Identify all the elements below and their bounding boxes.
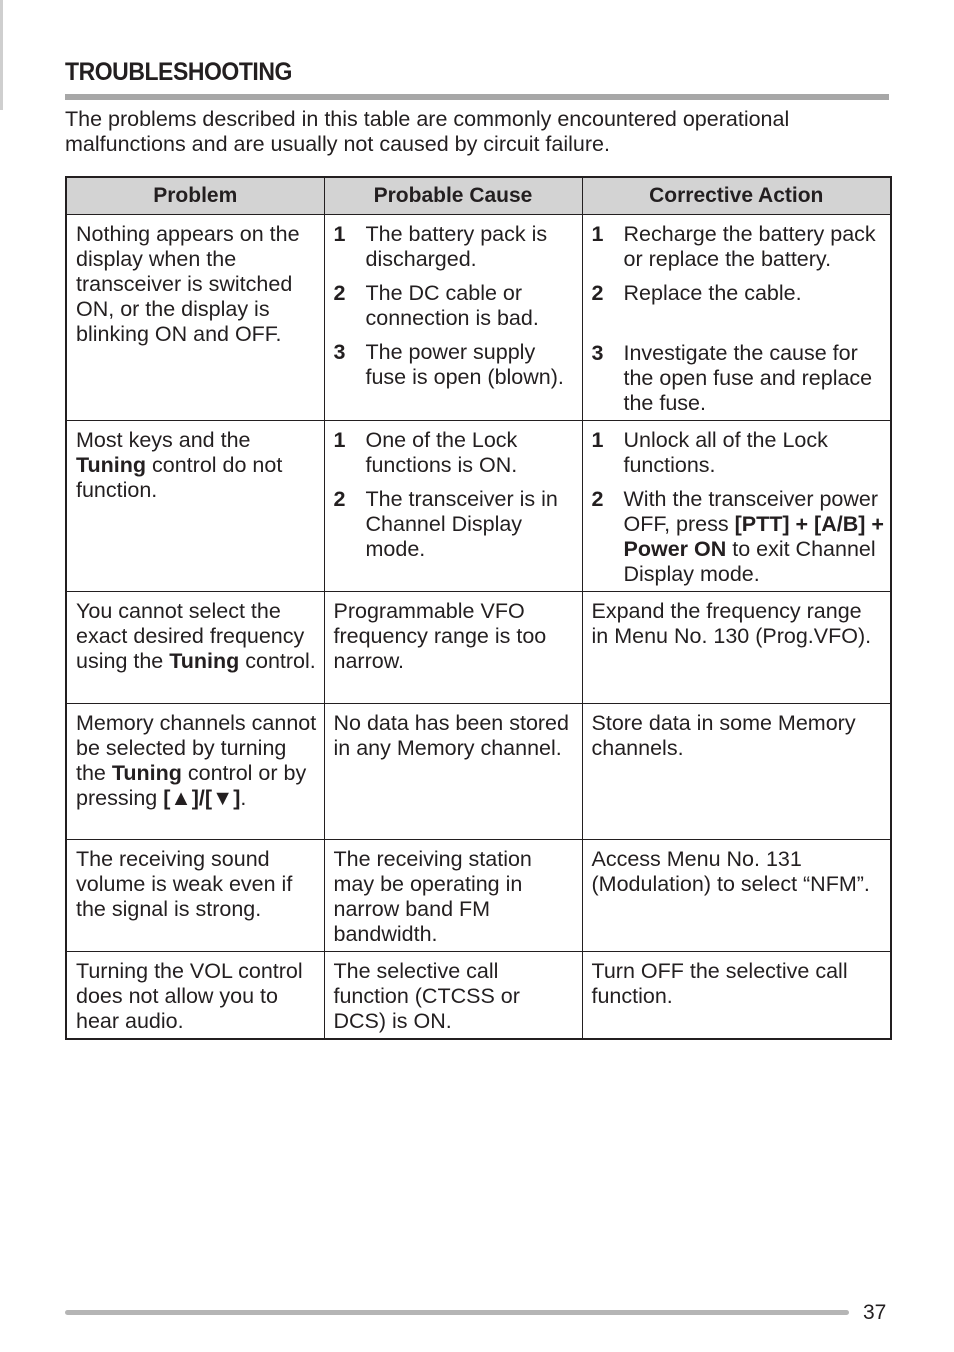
header-probable-cause: Probable Cause bbox=[324, 177, 582, 215]
table-row bbox=[66, 840, 891, 952]
action-step bbox=[592, 222, 885, 272]
intro-paragraph: The problems described in this table are commonly encountered operational malfunctions and are usually not caused by circuit failure. bbox=[65, 107, 790, 156]
cause-cell: Programmable VFO frequency range is too narrow. bbox=[324, 592, 582, 704]
cause-cell bbox=[324, 215, 582, 421]
header-corrective-action: Corrective Action bbox=[582, 177, 891, 215]
table-row bbox=[66, 704, 891, 840]
step-number: 3 bbox=[333, 340, 346, 364]
step-text: The battery pack is discharged. bbox=[365, 222, 548, 271]
cause-step bbox=[334, 487, 576, 562]
action-cell: Access Menu No. 131 (Modulation) to select “NFM”. bbox=[582, 840, 891, 952]
action-cell: Expand the frequency range in Menu No. 130 (Prog.VFO). bbox=[582, 592, 891, 704]
step-number: 3 bbox=[591, 341, 604, 365]
problem-cell: The receiving sound volume is weak even if the signal is strong. bbox=[66, 840, 324, 952]
step-text: The power supply fuse is open (blown). bbox=[365, 340, 564, 389]
action-step bbox=[592, 341, 885, 416]
step-number: 2 bbox=[591, 281, 604, 305]
action-step bbox=[592, 281, 885, 306]
cause-cell: The receiving station may be operating in narrow band FM bandwidth. bbox=[324, 840, 582, 952]
action-cell bbox=[582, 215, 891, 421]
table-row bbox=[66, 421, 891, 592]
tuning-control-label: Tuning bbox=[76, 453, 147, 477]
step-text: With the transceiver power OFF, press [PTT] + [A/B] + Power ON to exit Channel Display mode. bbox=[623, 487, 884, 586]
step-number: 2 bbox=[333, 281, 346, 305]
cause-step bbox=[334, 428, 576, 478]
troubleshooting-table bbox=[65, 176, 892, 1040]
step-text: Recharge the battery pack or replace the battery. bbox=[623, 222, 876, 271]
step-text: One of the Lock functions is ON. bbox=[365, 428, 518, 477]
footer-rule bbox=[65, 1310, 849, 1315]
step-text: Investigate the cause for the open fuse and replace the fuse. bbox=[623, 341, 873, 415]
step-number: 2 bbox=[591, 487, 604, 511]
table-header-row bbox=[66, 177, 891, 215]
page-edge bbox=[0, 0, 3, 110]
table-row bbox=[66, 952, 891, 1040]
step-text: The DC cable or connection is bad. bbox=[365, 281, 539, 330]
step-text: Replace the cable. bbox=[623, 281, 802, 305]
page-number: 37 bbox=[863, 1301, 887, 1324]
title-rule bbox=[65, 94, 889, 100]
step-number: 1 bbox=[591, 428, 604, 452]
cause-cell: No data has been stored in any Memory channel. bbox=[324, 704, 582, 840]
action-cell: Turn OFF the selective call function. bbox=[582, 952, 891, 1040]
step-number: 1 bbox=[333, 222, 346, 246]
problem-cell: Nothing appears on the display when the transceiver is switched ON, or the display is blinking ON and OFF. bbox=[66, 215, 324, 421]
problem-cell: Turning the VOL control does not allow you to hear audio. bbox=[66, 952, 324, 1040]
action-step bbox=[592, 487, 885, 587]
cause-step bbox=[334, 222, 576, 272]
step-number: 2 bbox=[333, 487, 346, 511]
action-step bbox=[592, 428, 885, 478]
step-number: 1 bbox=[333, 428, 346, 452]
page-title: TROUBLESHOOTING bbox=[65, 58, 292, 86]
table-row bbox=[66, 592, 891, 704]
tuning-control-label: Tuning bbox=[169, 649, 240, 673]
problem-cell: Memory channels cannot be selected by turning the Tuning control or by pressing [▲]/[▼]. bbox=[66, 704, 324, 840]
key-combination: [PTT] + [A/B] + Power ON bbox=[623, 512, 884, 561]
up-down-keys: [▲]/[▼] bbox=[163, 786, 241, 810]
action-cell bbox=[582, 421, 891, 592]
table-row bbox=[66, 215, 891, 421]
header-problem: Problem bbox=[66, 177, 324, 215]
tuning-control-label: Tuning bbox=[111, 761, 182, 785]
step-text: Unlock all of the Lock functions. bbox=[623, 428, 828, 477]
action-cell: Store data in some Memory channels. bbox=[582, 704, 891, 840]
problem-cell: You cannot select the exact desired frequency using the Tuning control. bbox=[66, 592, 324, 704]
cause-cell: The selective call function (CTCSS or DCS) is ON. bbox=[324, 952, 582, 1040]
cause-step bbox=[334, 340, 576, 390]
cause-step bbox=[334, 281, 576, 331]
problem-cell: Most keys and the Tuning control do not function. bbox=[66, 421, 324, 592]
step-number: 1 bbox=[591, 222, 604, 246]
step-text: The transceiver is in Channel Display mode. bbox=[365, 487, 558, 561]
cause-cell bbox=[324, 421, 582, 592]
